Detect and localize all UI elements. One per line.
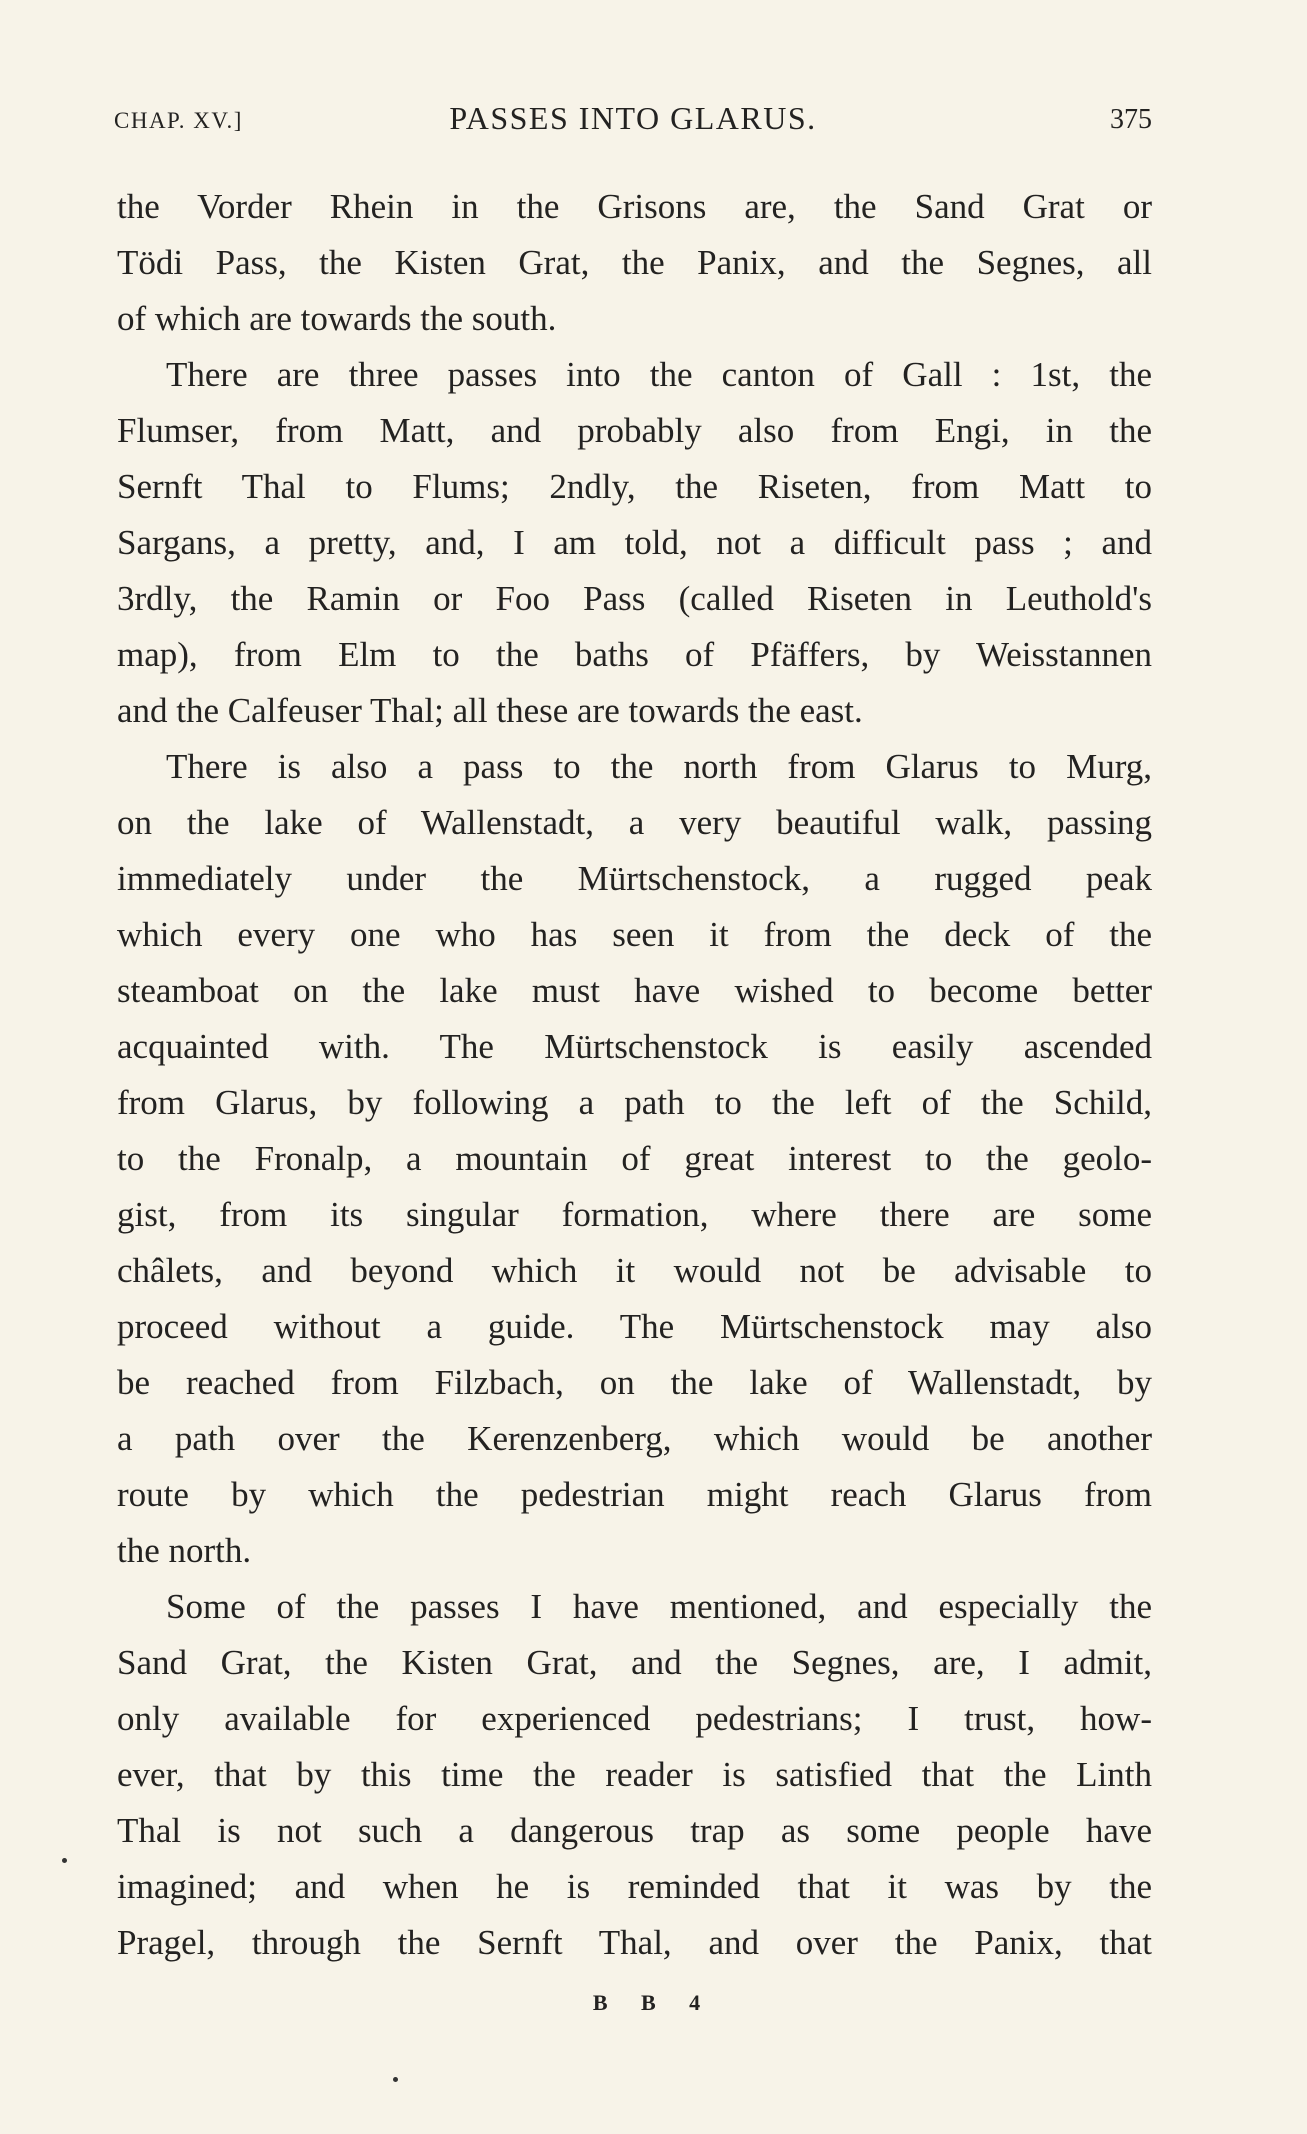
ink-speck: [393, 2077, 398, 2082]
text-line: map), from Elm to the baths of Pfäffers, by Weisstannen: [117, 635, 1152, 674]
text-line: Sargans, a pretty, and, I am told, not a difficult pass ; and: [117, 523, 1152, 562]
paragraph: [117, 347, 1152, 739]
text-line: the Vorder Rhein in the Grisons are, the Sand Grat or: [117, 187, 1152, 226]
text-line: and the Calfeuser Thal; all these are towards the east.: [117, 691, 863, 730]
text-line: route by which the pedestrian might reach Glarus from: [117, 1475, 1152, 1514]
text-line: Thal is not such a dangerous trap as some people have: [117, 1811, 1152, 1850]
text-line: imagined; and when he is reminded that it was by the: [117, 1867, 1152, 1906]
text-line: Sand Grat, the Kisten Grat, and the Segnes, are, I admit,: [117, 1643, 1152, 1682]
text-line: 3rdly, the Ramin or Foo Pass (called Riseten in Leuthold's: [117, 579, 1152, 618]
text-line: proceed without a guide. The Mürtschenstock may also: [117, 1307, 1152, 1346]
text-line: There is also a pass to the north from Glarus to Murg,: [166, 747, 1152, 786]
text-line: Sernft Thal to Flums; 2ndly, the Riseten, from Matt to: [117, 467, 1152, 506]
text-line: of which are towards the south.: [117, 299, 557, 338]
printer-signature-mark: B B 4: [592, 1990, 715, 2015]
page-number: 375: [1110, 104, 1152, 135]
text-line: to the Fronalp, a mountain of great interest to the geolo-: [117, 1139, 1152, 1178]
text-line: the north.: [117, 1531, 252, 1570]
ink-speck: [62, 1858, 67, 1863]
text-line: ever, that by this time the reader is satisfied that the Linth: [117, 1755, 1152, 1794]
text-line: Flumser, from Matt, and probably also from Engi, in the: [117, 411, 1152, 450]
text-line: immediately under the Mürtschenstock, a rugged peak: [117, 859, 1152, 898]
text-line: Some of the passes I have mentioned, and especially the: [166, 1587, 1152, 1626]
paragraph: [117, 1579, 1152, 1971]
text-line: be reached from Filzbach, on the lake of Wallenstadt, by: [117, 1363, 1152, 1402]
text-line: There are three passes into the canton of Gall : 1st, the: [166, 355, 1152, 394]
text-line: Pragel, through the Sernft Thal, and over the Panix, that: [117, 1923, 1152, 1962]
text-line: Tödi Pass, the Kisten Grat, the Panix, and the Segnes, all: [117, 243, 1152, 282]
body-text: [117, 179, 1152, 1971]
text-line: châlets, and beyond which it would not be advisable to: [117, 1251, 1152, 1290]
running-header: [114, 100, 1152, 144]
text-line: only available for experienced pedestrians; I trust, how-: [117, 1699, 1152, 1738]
running-title: PASSES INTO GLARUS.: [449, 100, 817, 136]
chapter-label: CHAP. XV.]: [114, 108, 243, 133]
paragraph: [117, 739, 1152, 1579]
paragraph: [117, 179, 1152, 347]
text-line: acquainted with. The Mürtschenstock is easily ascended: [117, 1027, 1152, 1066]
text-line: on the lake of Wallenstadt, a very beautiful walk, passing: [117, 803, 1152, 842]
text-line: from Glarus, by following a path to the left of the Schild,: [117, 1083, 1152, 1122]
text-line: a path over the Kerenzenberg, which would be another: [117, 1419, 1152, 1458]
text-line: steamboat on the lake must have wished to become better: [117, 971, 1152, 1010]
text-line: gist, from its singular formation, where there are some: [117, 1195, 1152, 1234]
text-line: which every one who has seen it from the deck of the: [117, 915, 1152, 954]
